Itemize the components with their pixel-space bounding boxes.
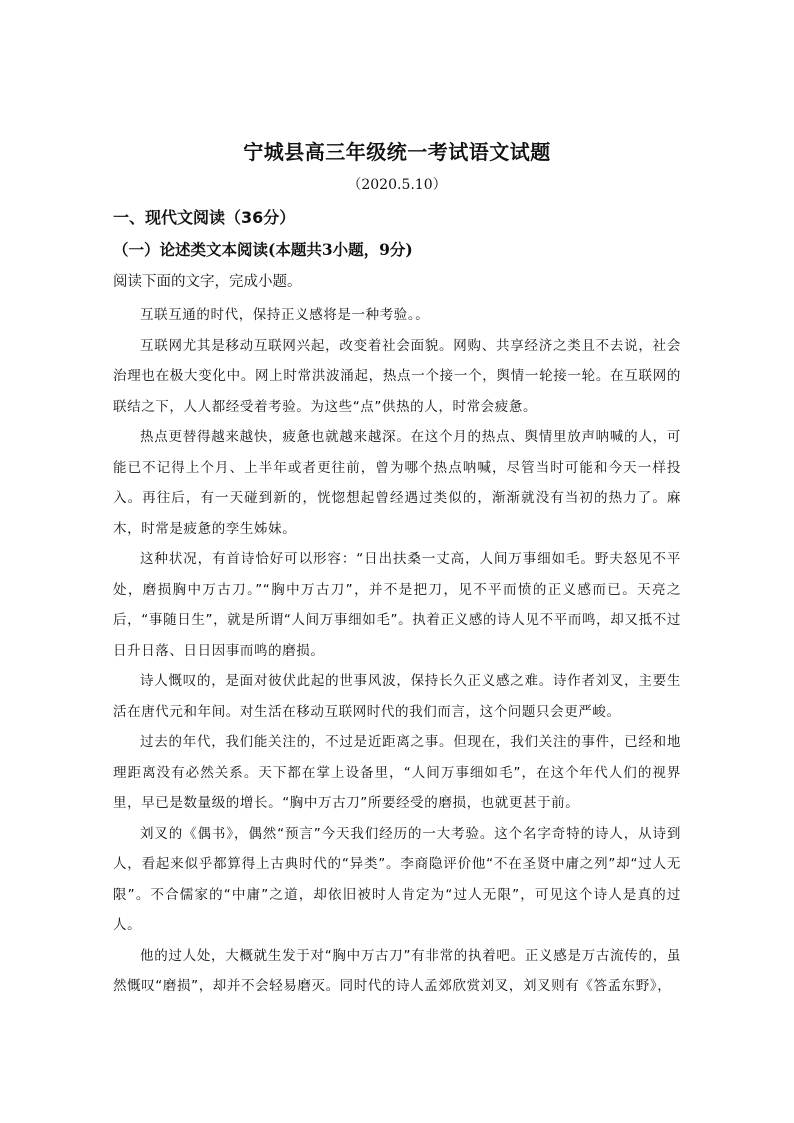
reading-instruction: 阅读下面的文字，完成小题。 [113, 274, 302, 290]
document-title: 宁城县高三年级统一考试语文试题 [243, 140, 551, 164]
passage-paragraph-3: 热点更替得越来越快，疲惫也就越来越深。在这个月的热点、舆情里放声呐喊的人，可能已不记得上个月、上半年或者更往前，曾为哪个热点呐喊，尽管当时可能和今天一样投入。再往后，有一天碰到新的，恍惚想起曾经遇过类似的，渐渐就没有当初的热力了。麻木，时常是疲惫的孪生姊妹。 [113, 429, 681, 537]
exam-date: （2020.5.10） [347, 177, 447, 193]
passage-paragraph-5: 诗人慨叹的，是面对彼伏此起的世事风波，保持长久正义感之难。诗作者刘叉，主要生活在唐代元和年间。对生活在移动互联网时代的我们而言，这个问题只会更严峻。 [113, 673, 681, 720]
section-heading: 一、现代文阅读（36分） [113, 208, 296, 227]
passage-paragraph-7: 刘叉的《偶书》，偶然“预言”今天我们经历的一大考验。这个名字奇特的诗人，从诗到人，看起来似乎都算得上古典时代的“异类”。李商隐评价他“不在圣贤中庸之列”却“过人无限”。不合儒家的“中庸”之道，却依旧被时人肯定为“过人无限”，可见这个诗人是真的过人。 [113, 825, 681, 933]
passage-body [113, 300, 681, 1002]
subsection-heading: （一）论述类文本阅读(本题共3小题，9分) [113, 240, 413, 259]
passage-paragraph-4: 这种状况，有首诗恰好可以形容：“日出扶桑一丈高，人间万事细如毛。野夫怒见不平处，磨损胸中万古刀。”“胸中万古刀”，并不是把刀，见不平而愤的正义感而已。天亮之后，“事随日生”，就是所谓“人间万事细如毛”。执着正义感的诗人见不平而鸣，却又抵不过日升日落、日日因事而鸣的磨损。 [113, 551, 681, 659]
passage-paragraph-1: 互联互通的时代，保持正义感将是一种考验。。 [140, 307, 430, 323]
passage-paragraph-6: 过去的年代，我们能关注的，不过是近距离之事。但现在，我们关注的事件，已经和地理距离没有必然关系。天下都在掌上设备里，“人间万事细如毛”，在这个年代人们的视界里，早已是数量级的增长。“胸中万古刀”所要经受的磨损，也就更甚于前。 [113, 734, 681, 811]
passage-paragraph-2: 互联网尤其是移动互联网兴起，改变着社会面貌。网购、共享经济之类且不去说，社会治理也在极大变化中。网上时常洪波涌起，热点一个接一个，舆情一轮接一轮。在互联网的联结之下，人人都经受着考验。为这些“点”供热的人，时常会疲惫。 [113, 337, 681, 415]
passage-paragraph-8: 他的过人处，大概就生发于对“胸中万古刀”有非常的执着吧。正义感是万古流传的，虽然慨叹“磨损”，却并不会轻易磨灭。同时代的诗人孟郊欣赏刘叉，刘叉则有《答孟东野》， [113, 947, 681, 994]
